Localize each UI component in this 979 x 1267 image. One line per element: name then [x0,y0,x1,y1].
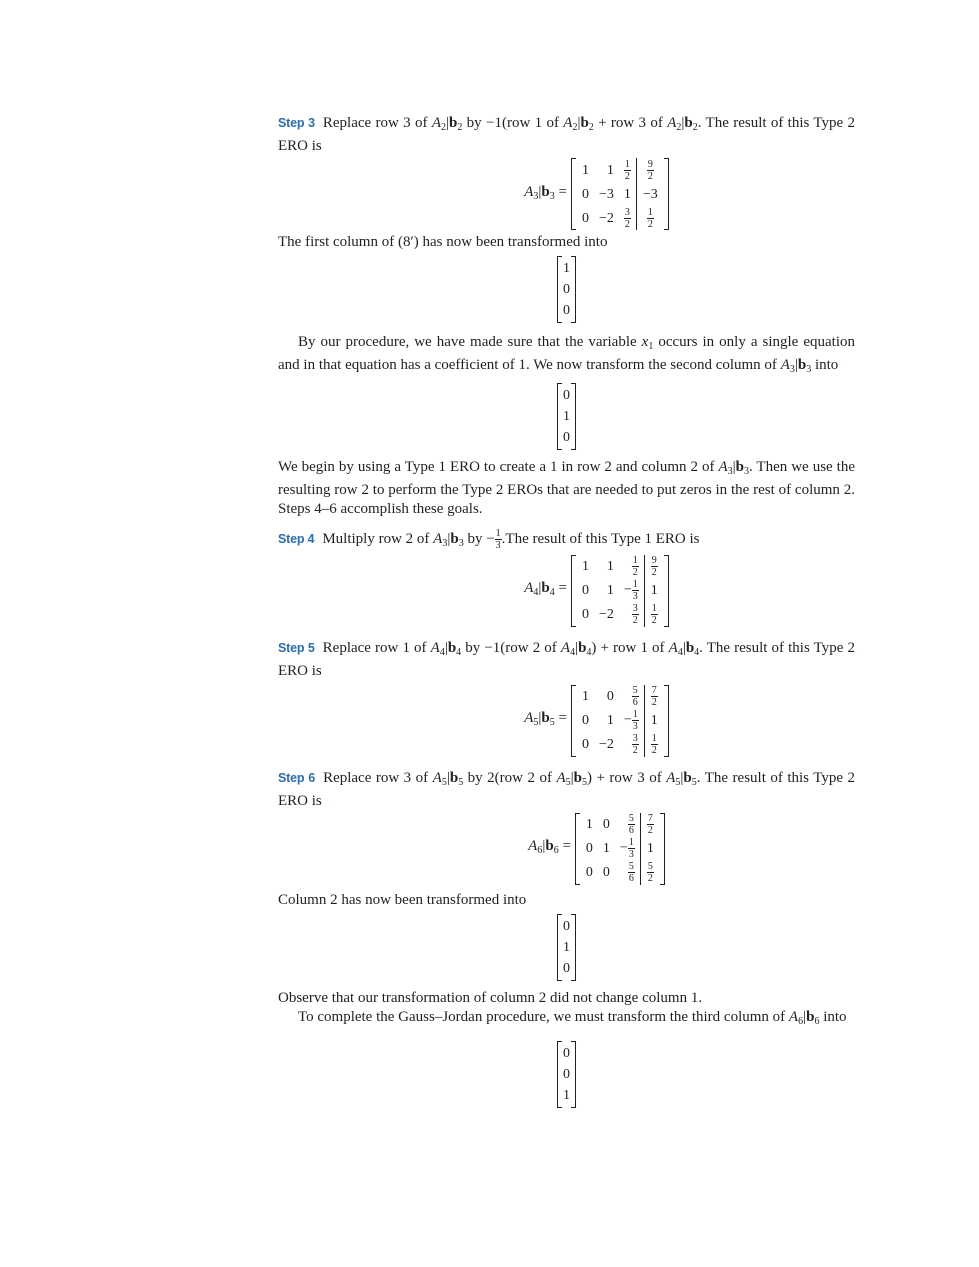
vec1 [278,256,855,323]
matrix-cell: 1 [602,841,610,857]
matrix-row [577,709,663,733]
vector-entry: 0 [563,1066,570,1082]
matrix-cell: −2 [598,737,614,753]
step5-paragraph: Step 5 Replace row 1 of $A_4|b_4$ by −1(row 2 of $A_4|b_4$) + row 1 of $A_4|b_4$. The result of this Type 2 ERO is [278,639,855,679]
step4-matrix [571,555,669,627]
step4-paragraph: Step 4 Multiply row 2 of $A_3|b_3$ by − $\frac{1}{3}$ .The result of this Type 1 ERO is [278,528,700,551]
matrix-row [577,158,663,182]
step6-paragraph: Step 6 Replace row 3 of $A_5|b_5$ by 2(row 2 of $A_5|b_5$) + row 3 of $A_5|b_5$. The result of this Type 2 ERO is [278,769,856,809]
matrix-row [577,733,663,757]
matrix-cell: 0 [581,186,589,202]
matrix-cell: $\frac{1}{2}$ [636,206,662,230]
matrix-cell: 1 [585,817,593,833]
step3-lhs: $A_3|b_3$ = [524,183,567,202]
step3-paragraph: Step 3 Replace row 3 of $A_2|b_2$ by −1(row 1 of $A_2|b_2$ + row 3 of $A_2|b_2$. The result of this Type 2 ERO is [278,115,855,154]
matrix-cell: $\frac{5}{6}$ [628,813,634,837]
vec1-column [557,256,576,323]
matrix-cell: $\frac{3}{2}$ [632,603,638,627]
page-content [278,114,855,1108]
complete-text: To complete the Gauss–Jordan procedure, we must transform the third column of $A_6|b_6$ into [298,1008,847,1027]
matrix-cell: $\frac{5}{6}$ [628,861,634,885]
para2: We begin by using a Type 1 ERO to create a 1 in row 2 and column 2 of $A_3|b_3$. Then we use the resulting row 2 to perform the Type 2 EROs that are needed to put zeros in the rest of column 2. Steps 4–6 accomplish these goals. [278,459,855,517]
matrix-row [577,555,663,579]
step6-matrix [575,813,665,885]
col2-text: Column 2 has now been transformed into [278,891,527,908]
matrix-cell: 1 [644,579,663,603]
matrix-cell: 0 [602,865,610,881]
matrix-cell: $\frac{7}{2}$ [640,813,659,837]
matrix-row [577,579,663,603]
step3-matrix [571,158,669,230]
matrix-cell: −2 [598,607,614,623]
step4-equation [338,555,855,627]
vector-entry: 1 [563,261,570,276]
matrix-cell: $\frac{1}{2}$ [644,603,663,627]
matrix-cell: −3 [636,182,662,206]
matrix-cell: $\frac{1}{2}$ [624,158,630,182]
matrix-cell: $\frac{7}{2}$ [644,685,663,709]
matrix-cell: − $\frac{1}{3}$ [623,709,638,733]
matrix-cell: 1 [581,559,589,575]
matrix-cell: $\frac{1}{2}$ [632,555,638,579]
step4-label: Step 4 [278,531,315,546]
vector-entry: 1 [563,1087,570,1103]
vec4 [278,1041,855,1108]
matrix-cell: $\frac{9}{2}$ [636,158,662,182]
step6-matrix-table [581,813,659,885]
matrix-cell: 0 [581,737,589,753]
matrix-cell: 1 [623,186,631,202]
step5-equation [338,685,855,757]
matrix-row [577,206,663,230]
step5-label: Step 5 [278,640,315,655]
step6-equation [338,813,855,885]
matrix-cell: 0 [606,689,614,705]
step4-matrix-table [577,555,663,627]
step5-lhs: $A_5|b_5$ = [524,710,567,729]
step5-matrix [571,685,669,757]
matrix-cell: 1 [640,837,659,861]
vec3-column [557,914,576,981]
vector-entry: 0 [563,918,570,934]
step6-lhs: $A_6|b_6$ = [528,838,571,857]
matrix-cell: 0 [585,865,593,881]
matrix-cell: 1 [644,709,663,733]
matrix-cell: 1 [606,713,614,729]
matrix-cell: 0 [581,607,589,623]
vector-entry: 0 [563,1045,570,1061]
matrix-cell: −3 [598,186,614,202]
vector-entry: 1 [563,939,570,955]
matrix-cell: $\frac{3}{2}$ [632,733,638,757]
vector-entry: 1 [563,409,570,424]
step3-matrix-table [577,158,663,230]
matrix-row [581,813,659,837]
matrix-cell: − $\frac{1}{3}$ [619,837,634,861]
matrix-cell: 0 [581,713,589,729]
matrix-cell: 1 [581,689,589,705]
matrix-cell: − $\frac{1}{3}$ [623,579,638,603]
vector-entry: 0 [563,430,570,445]
vec2-column [557,383,576,450]
matrix-row [577,182,663,206]
matrix-row [577,603,663,627]
matrix-cell: $\frac{5}{6}$ [632,685,638,709]
vec3 [278,914,855,981]
matrix-row [581,837,659,861]
vector-entry: 0 [563,303,570,318]
matrix-cell: 1 [581,162,589,178]
step3-label: Step 3 [278,116,315,130]
matrix-cell: $\frac{5}{2}$ [640,861,659,885]
step5-matrix-table [577,685,663,757]
matrix-cell: 0 [585,841,593,857]
matrix-cell: 1 [606,559,614,575]
matrix-cell: 0 [581,583,589,599]
matrix-cell: −2 [598,210,614,226]
vec4-column [557,1041,576,1108]
vector-entry: 0 [563,388,570,403]
step4-lhs: $A_4|b_4$ = [524,580,567,599]
step3-equation [338,158,855,230]
step6-label: Step 6 [278,770,316,785]
matrix-cell: $\frac{9}{2}$ [644,555,663,579]
vec2 [278,383,855,450]
matrix-cell: 0 [602,817,610,833]
matrix-row [581,861,659,885]
first-col-text: The first column of (8′) has now been transformed into [278,234,608,250]
matrix-cell: $\frac{1}{2}$ [644,733,663,757]
observe-text: Observe that our transformation of column 2 did not change column 1. [278,989,703,1006]
vector-entry: 0 [563,282,570,297]
vector-entry: 0 [563,960,570,976]
matrix-cell: 1 [606,583,614,599]
matrix-cell: 0 [581,210,589,226]
para1: By our procedure, we have made sure that the variable $x_1$ occurs in only a single equation and in that equation has a coefficient of 1. We now transform the second column of $A_3|b_3$ into [278,334,855,375]
matrix-cell: $\frac{3}{2}$ [624,206,630,230]
matrix-row [577,685,663,709]
matrix-cell: 1 [606,162,614,178]
